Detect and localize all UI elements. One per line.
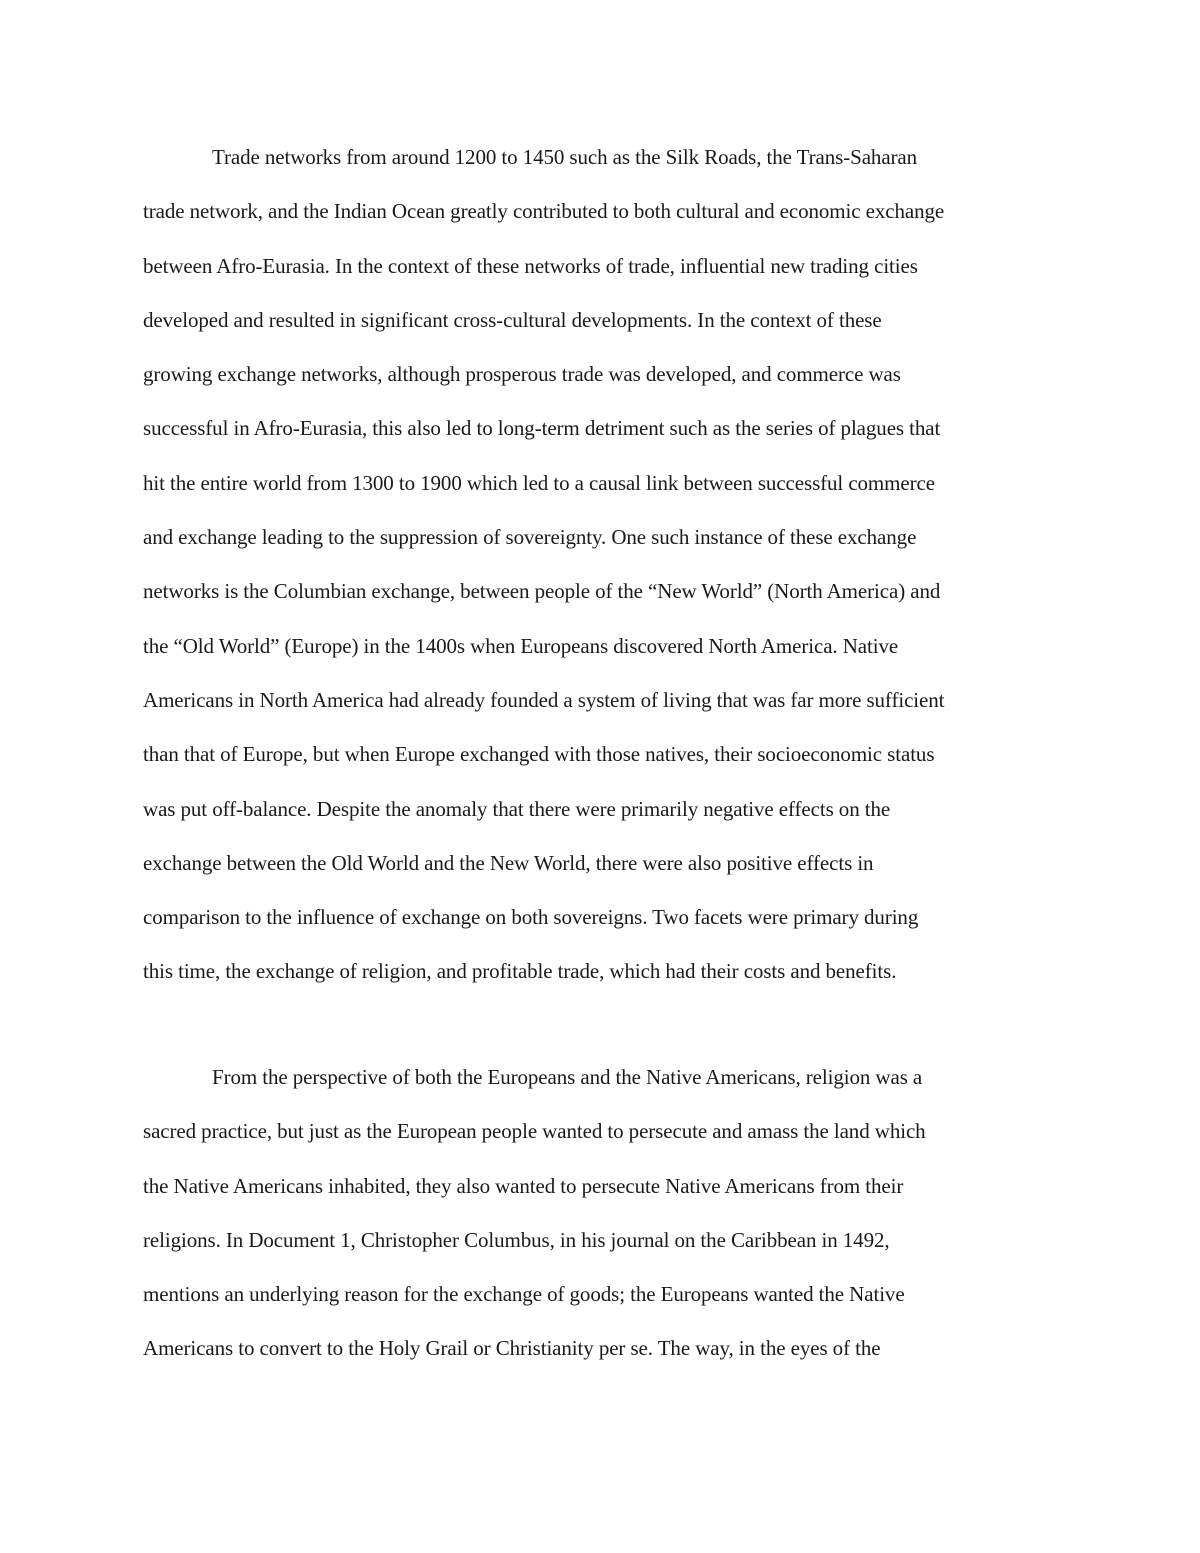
text-line: than that of Europe, but when Europe exchanged with those natives, their socioeconomic status	[143, 742, 935, 767]
text-line: between Afro-Eurasia. In the context of these networks of trade, influential new trading cities	[143, 253, 918, 278]
text-line: trade network, and the Indian Ocean greatly contributed to both cultural and economic exchange	[143, 199, 945, 224]
text-line: networks is the Columbian exchange, between people of the “New World” (North America) and	[143, 579, 941, 604]
text-line: was put off-balance. Despite the anomaly that there were primarily negative effects on the	[143, 796, 891, 821]
text-line: Americans in North America had already founded a system of living that was far more sufficient	[143, 687, 945, 712]
text-line: exchange between the Old World and the New World, there were also positive effects in	[143, 850, 874, 875]
text-line: hit the entire world from 1300 to 1900 which led to a causal link between successful commerce	[143, 470, 935, 495]
text-line: From the perspective of both the Europeans and the Native Americans, religion was a	[212, 1065, 923, 1089]
text-line: this time, the exchange of religion, and profitable trade, which had their costs and benefits.	[143, 959, 897, 984]
text-line: sacred practice, but just as the European people wanted to persecute and amass the land which	[143, 1119, 926, 1144]
text-line: and exchange leading to the suppression of sovereignty. One such instance of these exchange	[143, 525, 917, 550]
text-line: comparison to the influence of exchange on both sovereigns. Two facets were primary during	[143, 905, 919, 930]
paragraph-2	[143, 1050, 1058, 1376]
text-line: successful in Afro-Eurasia, this also led to long-term detriment such as the series of plagues that	[143, 416, 941, 441]
paragraph-1	[143, 130, 1058, 999]
text-line: growing exchange networks, although prosperous trade was developed, and commerce was	[143, 362, 901, 387]
text-line: the “Old World” (Europe) in the 1400s when Europeans discovered North America. Native	[143, 633, 899, 658]
text-line: Americans to convert to the Holy Grail or Christianity per se. The way, in the eyes of the	[143, 1336, 881, 1361]
text-line: mentions an underlying reason for the exchange of goods; the Europeans wanted the Native	[143, 1282, 905, 1307]
text-line: the Native Americans inhabited, they also wanted to persecute Native Americans from their	[143, 1173, 904, 1198]
text-line: developed and resulted in significant cross-cultural developments. In the context of these	[143, 307, 882, 332]
text-line: Trade networks from around 1200 to 1450 such as the Silk Roads, the Trans-Saharan	[212, 145, 918, 169]
text-line: religions. In Document 1, Christopher Columbus, in his journal on the Caribbean in 1492,	[143, 1227, 890, 1252]
